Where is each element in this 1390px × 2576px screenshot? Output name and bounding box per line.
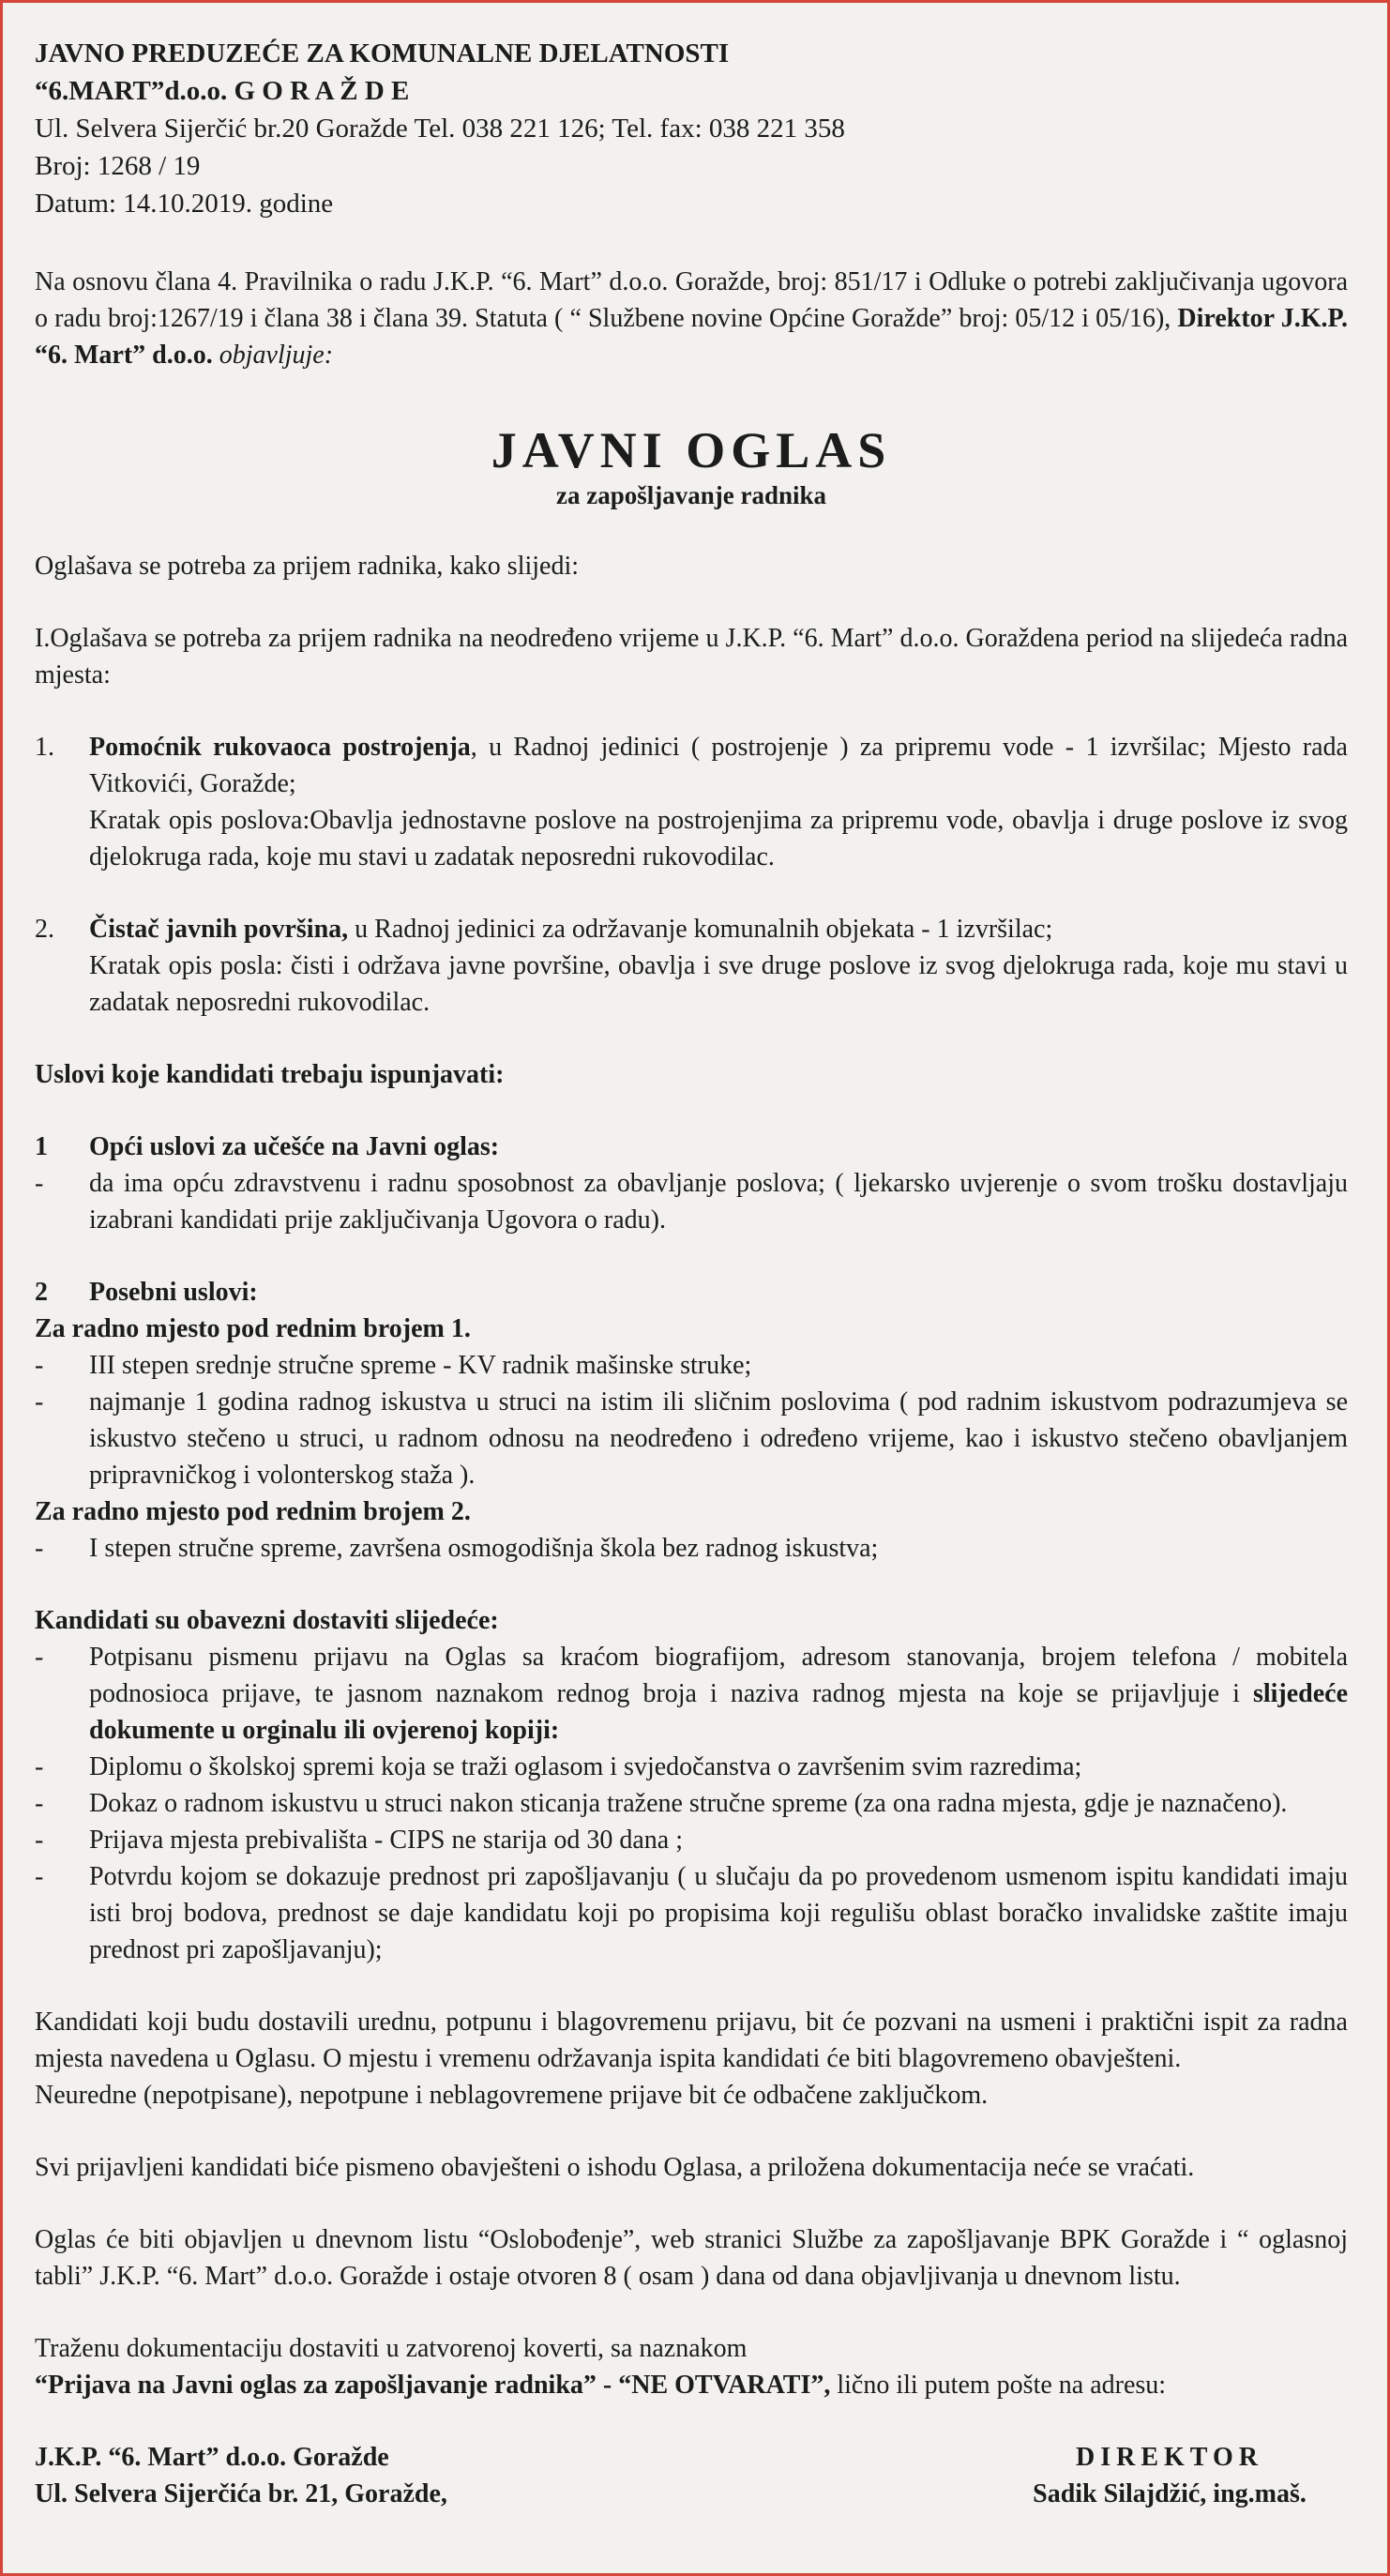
- position-2-text: u Radnoj jedinici za održavanje komunalnih objekata - 1 izvršilac;: [348, 915, 1053, 944]
- intro-text: Na osnovu člana 4. Pravilnika o radu J.K.P. “6. Mart” d.o.o. Goražde, broj: 851/17 i Odluke o potrebi zaključivanja ugovora o radu broj:1267/19 i člana 38 i člana 39. Statuta ( “ Službene novine Općine Goražde” broj: 05/12 i 05/16),: [35, 267, 1348, 333]
- closing-paragraph-5: [35, 2367, 1348, 2403]
- conditions-heading: Uslovi koje kandidati trebaju ispunjavati:: [35, 1060, 505, 1089]
- position-2-title: Čistač javnih površina,: [89, 915, 349, 944]
- position-1-title: Pomoćnik rukovaoca postrojenja: [89, 733, 471, 762]
- position-1-text: , u Radnoj jedinici ( postrojenje ) za pripremu vode - 1 izvršilac; Mjesto rada Vitkovići, Goražde;: [89, 733, 1348, 798]
- signature-block: [35, 2439, 1348, 2512]
- position-2-description: Kratak opis posla: čisti i održava javne površine, obavlja i sve druge poslove iz svog djelokruga rada, koje mu stavi u zadatak neposredni rukovodilac.: [89, 951, 1348, 1017]
- dash-marker: -: [35, 1752, 44, 1781]
- signature-company: J.K.P. “6. Mart” d.o.o. Goražde: [35, 2443, 389, 2472]
- dash-marker: -: [35, 1534, 44, 1563]
- list-item: [35, 1347, 1348, 1384]
- company-address: Ul. Selvera Sijerčić br.20 Goražde Tel. 038 221 126; Tel. fax: 038 221 358: [35, 114, 845, 144]
- list-item: [35, 1530, 1348, 1567]
- general-title: Opći uslovi za učešće na Javni oglas:: [89, 1132, 500, 1161]
- document-number: Broj: 1268 / 19: [35, 151, 201, 181]
- position-2: [35, 911, 1348, 1021]
- announcement: Oglašava se potreba za prijem radnika, kako slijedi:: [35, 552, 580, 581]
- company-name-line1: JAVNO PREDUZEĆE ZA KOMUNALNE DJELATNOSTI: [35, 38, 730, 68]
- application-bold: slijedeće dokumente u orginalu ili ovjerenoj kopiji:: [89, 1679, 1349, 1745]
- requirement-text: I stepen stručne spreme, završena osmogodišnja škola bez radnog iskustva;: [89, 1534, 879, 1563]
- position-2-body: [89, 911, 1348, 1021]
- header: [35, 35, 1348, 222]
- company-name-line2: “6.MART”d.o.o. G O R A Ž D E: [35, 76, 410, 106]
- dash-marker: -: [35, 1789, 44, 1818]
- position-2-number: 2.: [35, 915, 54, 944]
- list-item: [35, 1384, 1348, 1493]
- page-title: JAVNI OGLAS: [491, 422, 892, 478]
- list-item: [35, 1785, 1348, 1822]
- list-item: [35, 1858, 1348, 1968]
- delivery-instruction: lično ili putem pošte na adresu:: [830, 2371, 1167, 2400]
- signature-street: Ul. Selvera Sijerčića br. 21, Goražde,: [35, 2479, 447, 2508]
- dash-marker: -: [35, 1826, 44, 1855]
- intro-director: Direktor J.K.P. “6. Mart” d.o.o.: [35, 304, 1349, 370]
- application-text: Potpisanu pismenu prijavu na Oglas sa kraćom biografijom, adresom stanovanja, brojem telefona / mobitela podnosioca prijave, te jasnom naznakom rednog broja i naziva radnog mjesta na koje se prijavljuje i: [89, 1643, 1348, 1708]
- position-1-body: [89, 729, 1348, 875]
- position-1-description: Kratak opis poslova:Obavlja jednostavne poslove na postrojenjima za pripremu vode, obavlja i druge poslove iz svog djelokruga rada, koje mu stavi u zadatak neposredni rukovodilac.: [89, 806, 1348, 871]
- requirement-text: III stepen srednje stručne spreme - KV radnik mašinske struke;: [89, 1351, 752, 1380]
- dash-marker: -: [35, 1862, 44, 1891]
- intro-publishes: objavljuje:: [219, 341, 334, 370]
- section-one: I.Oglašava se potreba za prijem radnika na neodređeno vrijeme u J.K.P. “6. Mart” d.o.o. Goraždena period na slijedeća radna mjesta:: [35, 624, 1348, 689]
- dash-marker: -: [35, 1643, 44, 1672]
- closing-paragraph-2: Svi prijavljeni kandidati biće pismeno obavješteni o ishodu Oglasa, a priložena dokumentacija neće se vraćati.: [35, 2153, 1195, 2182]
- general-condition-item: [35, 1165, 1348, 1238]
- closing-paragraph-4: Traženu dokumentaciju dostaviti u zatvorenoj koverti, sa naznakom: [35, 2334, 748, 2363]
- document-item-text: Potvrdu kojom se dokazuje prednost pri zapošljavanju ( u slučaju da po provedenom usmenom ispitu kandidati imaju isti broj bodova, prednost se daje kandidatu koji po propisima koji regulišu oblast boračko invalidske zaštite imaju prednost pri zapošljavanju);: [89, 1862, 1348, 1964]
- director-title: DIREKTOR: [1076, 2443, 1263, 2472]
- list-item: [35, 1639, 1348, 1749]
- director-name: Sadik Silajdžić, ing.maš.: [1033, 2479, 1307, 2508]
- special-number: 2: [35, 1278, 48, 1307]
- signature-address: [35, 2439, 447, 2512]
- general-condition-text: da ima opću zdravstvenu i radnu sposobnost za obavljanje poslova; ( ljekarsko uvjerenje o svom trošku dostavljaju izabrani kandidati prije zaključivanja Ugovora o radu).: [89, 1169, 1348, 1235]
- page-subtitle: za zapošljavanje radnika: [555, 481, 826, 509]
- position-1: [35, 729, 1348, 875]
- closing-paragraph-3: Oglas će biti objavljen u dnevnom listu “Oslobođenje”, web stranici Službe za zapošljavanje BPK Goražde i “ oglasnoj tabli” J.K.P. “6. Mart” d.o.o. Goražde i ostaje otvoren 8 ( osam ) dana od dana objavljivanja u dnevnom listu.: [35, 2225, 1348, 2291]
- requirement-text: najmanje 1 godina radnog iskustva u struci na istim ili sličnim poslovima ( pod radnim iskustvom podrazumjeva se iskustvo stečeno u struci, u radnom odnosu na neodređeno i određeno vrijeme, kao i iskustvo stečeno obavljanjem pripravničkog i volonterskog staža ).: [89, 1387, 1348, 1490]
- dash-marker: -: [35, 1387, 44, 1417]
- document-item-text: Dokaz o radnom iskustvu u struci nakon sticanja tražene stručne spreme (za ona radna mjesta, gdje je naznačeno).: [89, 1789, 1288, 1818]
- documents-heading: Kandidati su obavezni dostaviti slijedeće:: [35, 1606, 499, 1635]
- special-conditions-heading: [35, 1274, 1348, 1311]
- intro-paragraph: [35, 264, 1348, 373]
- document-date: Datum: 14.10.2019. godine: [35, 189, 334, 219]
- position-1-requirements-heading: Za radno mjesto pod rednim brojem 1.: [35, 1314, 471, 1343]
- document-item-text: Prijava mjesta prebivališta - CIPS ne starija od 30 dana ;: [89, 1826, 683, 1855]
- dash-marker: -: [35, 1351, 44, 1380]
- dash-marker: -: [35, 1169, 44, 1198]
- list-item: [35, 1749, 1348, 1785]
- document-body: [35, 35, 1348, 2512]
- position-1-number: 1.: [35, 733, 54, 762]
- document-item-text: [89, 1639, 1348, 1749]
- general-number: 1: [35, 1132, 48, 1161]
- closing-paragraph-1: Kandidati koji budu dostavili urednu, potpunu i blagovremenu prijavu, bit će pozvani na usmeni i praktični ispit za radna mjesta navedena u Oglasu. O mjestu i vremenu održavanja ispita kandidati će biti blagovremeno obavješteni.: [35, 2008, 1348, 2073]
- special-title: Posebni uslovi:: [89, 1278, 258, 1307]
- position-2-requirements-heading: Za radno mjesto pod rednim brojem 2.: [35, 1497, 471, 1526]
- list-item: [35, 1822, 1348, 1858]
- document-item-text: Diplomu o školskoj spremi koja se traži oglasom i svjedočanstva o završenim svim razredima;: [89, 1752, 1082, 1781]
- general-conditions-heading: [35, 1129, 1348, 1165]
- signature-director: [991, 2439, 1348, 2512]
- closing-paragraph-1b: Neuredne (nepotpisane), nepotpune i neblagovremene prijave bit će odbačene zaključkom.: [35, 2081, 989, 2110]
- envelope-label: “Prijava na Javni oglas za zapošljavanje radnika” - “NE OTVARATI”,: [35, 2371, 831, 2400]
